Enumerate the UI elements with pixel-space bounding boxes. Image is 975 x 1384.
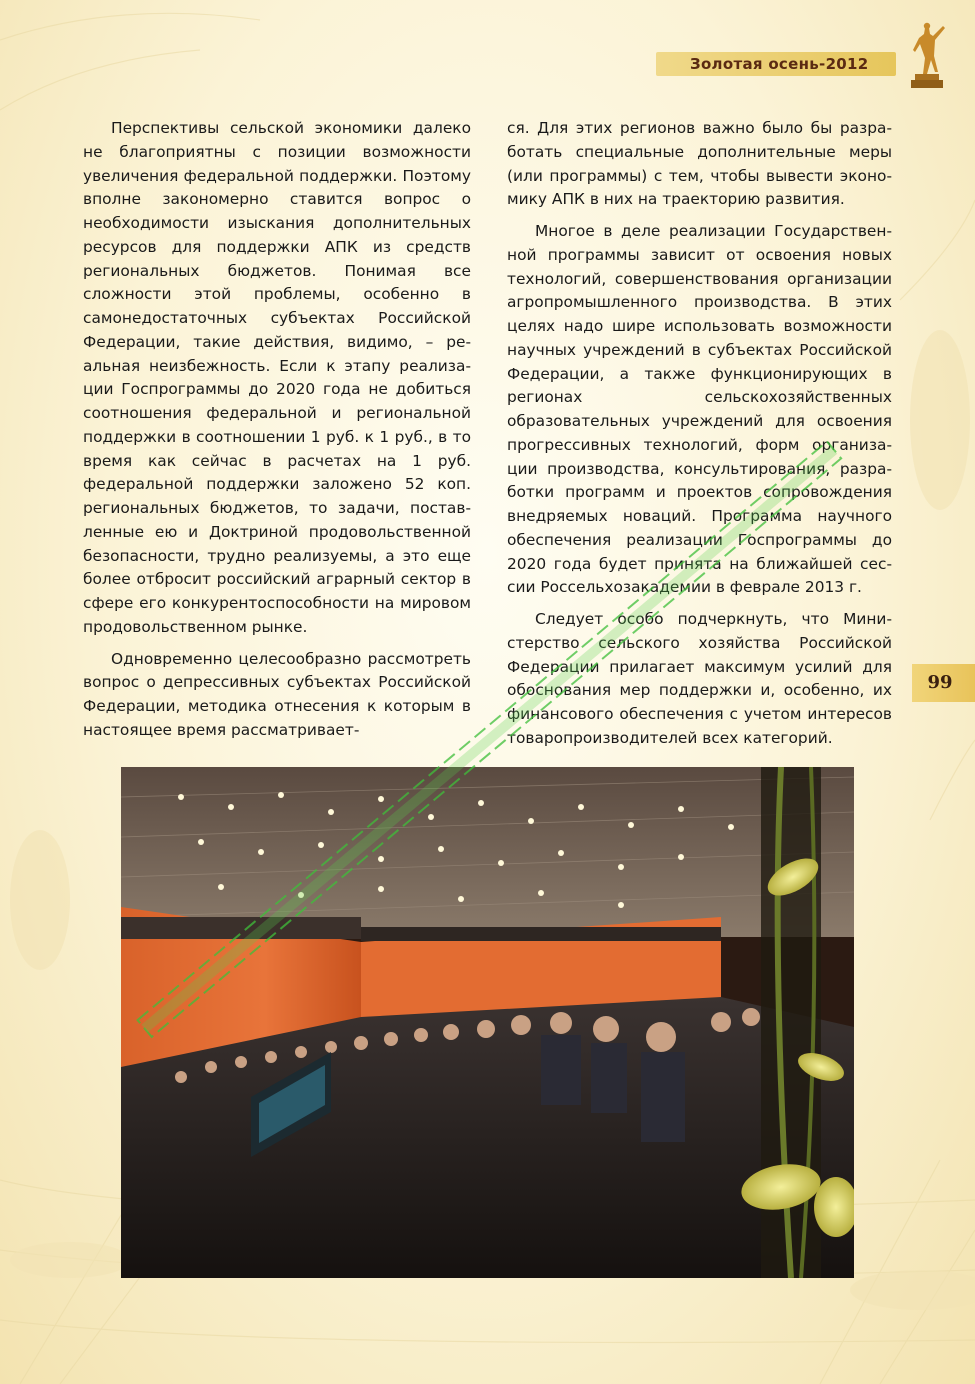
conference-hall-photo [121,767,854,1278]
page-number: 99 [927,672,953,693]
paragraph: Перспективы сельской экономики далеко не благоприятны с позиции возможности увеличения федеральной поддержки. Поэтому вполне закономерно ставится вопрос о необходимости изыскания дополнительных ресурсов для поддержки АПК из средств региональных бюджетов. Понимая все сложности этой проблемы, особенно в самонедостаточных субъектах Российской Федерации, такие действия, видимо, – реальная неизбежность. Если к этапу реализации Госпрограммы до 2020 года не добиться соотношения федеральной и региональной поддержки в соотношении 1 руб. к 1 руб., в то время как сейчас в расчетах на 1 руб. федеральной поддержки заложено 52 коп. региональных бюджетов, то задачи, поставленные ею и Доктриной продовольственной безопасности, трудно реализуемы, а это еще более отбросит российский аграрный сектор в сфере его конкурентоспособности на мировом продовольственном рынке. [83,119,471,636]
paragraph: Многое в деле реализации Государственной программы зависит от освоения новых технологий, совершенствования организации агропромышленного производства. В этих целях надо шире использовать возможности научных учреждений в субъектах Российской Федерации, а также функционирующих в регионах сельскохозяйственных образовательных учреждений для освоения прогрессивных технологий, форм организации производства, консультирования, разработки программ и проектов сопровождения внедряемых новаций. Программа научного обеспечения реализации Госпрограммы до 2020 года будет принята на ближайшей сессии Россельхозакадемии в феврале 2013 г. [507,222,892,597]
paragraph: Следует особо подчеркнуть, что Министерство сельского хозяйства Российской Федерации прилагает максимум усилий для обоснования мер поддержки и, особенно, их финансового обеспечения с учетом интересов товаропроизводителей всех категорий. [507,610,892,747]
article-right-column [507,117,892,759]
conference-hall-illustration [121,767,854,1278]
paragraph-continuation: ся. Для этих регионов важно было бы разработать специальные дополнительные меры (или программы) с тем, чтобы вывести экономику АПК в них на траекторию развития. [507,119,892,209]
article-left-column [83,117,471,751]
page-header-title: Золотая осень-2012 [690,55,869,73]
paragraph: Одновременно целесообразно рассмотреть вопрос о депрессивных субъектах Российской Федерации, методика отнесения к которым в настоящее время рассматривает- [83,649,471,739]
monument-icon [905,22,949,90]
